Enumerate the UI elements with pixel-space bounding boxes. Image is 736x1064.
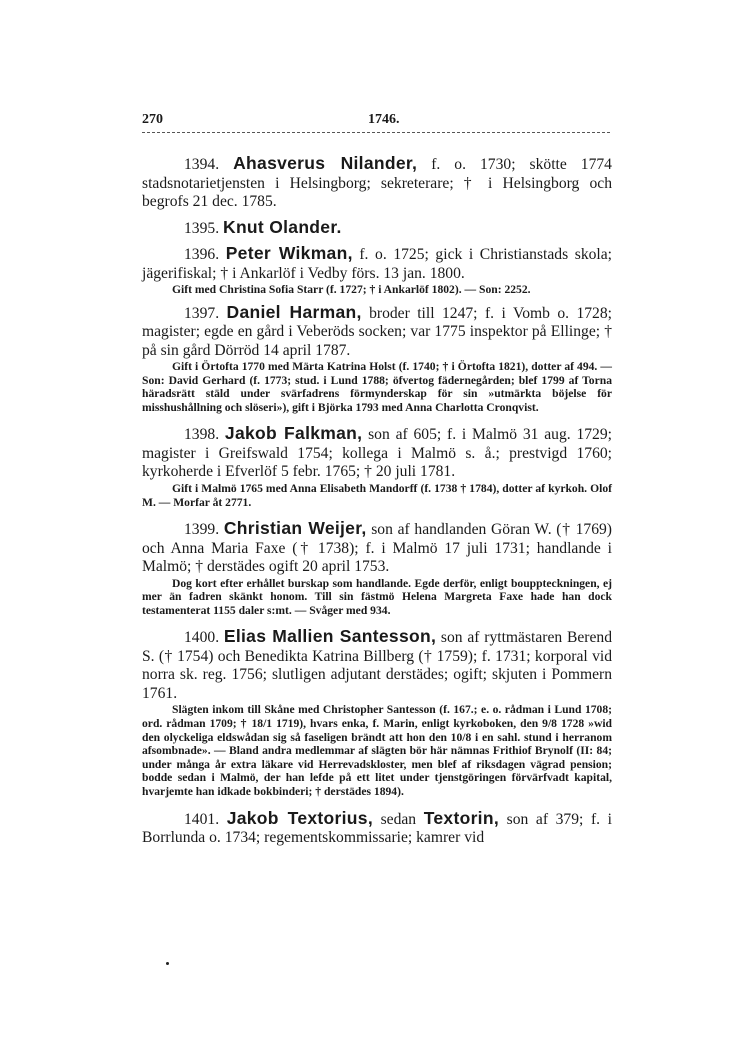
stray-mark (166, 962, 169, 965)
running-year: 1746. (368, 112, 400, 127)
entry-number: 1399. (184, 521, 220, 539)
header-rule (142, 132, 610, 133)
entry-1400 (142, 627, 612, 798)
entry-text: son af handlanden Göran W. († 1769) och Anna Maria Faxe († 1738); f. i Malmö 17 juli 1731; handlande i Malmö; † derstädes ogift 20 april 1753. (142, 521, 613, 576)
entry-number: 1394. (184, 156, 220, 173)
entry-name: Elias Mallien Santesson, (223, 626, 437, 647)
entry-text: f. o. 1730; skötte 1774 stadsnotarietjensten i Helsingborg; sekreterare; † i Helsingborg och begrofs 21 dec. 1785. (142, 156, 612, 210)
entry-1395 (142, 218, 612, 239)
entry-note: Gift med Christina Sofia Starr (f. 1727; † i Ankarlöf 1802). — Son: 2252. (172, 283, 531, 296)
entry-name: Ahasverus Nilander, (233, 153, 418, 173)
entry-name: Knut Olander. (223, 216, 342, 237)
entry-note: Gift i Malmö 1765 med Anna Elisabeth Mandorff (f. 1738 † 1784), dotter af kyrkoh. Olof M. — Morfar åt 2771. (142, 481, 612, 509)
entry-note: Slägten inkom till Skåne med Christopher Santesson (f. 167.; e. o. rådman i Lund 1708; ord. rådman 1709; † 18/1 1719), hvars enka, f. Marin, enligt kyrkoboken, den 9/8 1728 »wid den olyckeliga eldswådan sig så faseligen brändt att hon den 10/8 i en sahl. stund i herranom afsombnade». — Bland andra medlemmar af slägten bör här nämnas Frithiof Brynolf (II: 84; under många år extra läkare vid Herrevadskloster, men blef af riksdagen vägrad pension; bodde sedan i Malmö, der han lefde på ett litet under tjenstgöringen förvärfvadt kapital, hvarjemte han idkade bokbinderi; † derstädes 1894). (142, 703, 612, 798)
entry-1401 (142, 809, 612, 848)
entry-name: Daniel Harman, (226, 301, 362, 322)
entry-text: broder till 1247; f. i Vomb o. 1728; magister; egde en gård i Veberöds socken; var 1775 inspektor på Ellinge; † på sin gård Dörröd 14 april 1787. (142, 304, 612, 359)
entry-number: 1398. (184, 426, 220, 444)
entry-number: 1397. (184, 304, 220, 322)
entry-number: 1400. (184, 629, 220, 647)
entry-name: Jakob Textorius, (226, 807, 373, 828)
entry-name: Peter Wikman, (225, 243, 353, 263)
entry-1394 (142, 154, 612, 212)
page-number: 270 (142, 112, 163, 127)
entry-name: Jakob Falkman, (224, 423, 363, 444)
entry-text-pre: sedan (372, 810, 424, 828)
entry-note: Gift i Örtofta 1770 med Märta Katrina Holst (f. 1740; † i Örtofta 1821), dotter af 494. — Son: David Gerhard (f. 1773; stud. i Lund 1788; öfvertog fädernegården; blef 1799 af Torna häradsrätt stäld under svärfadrens förmynderskap för sin »utmärkta böjelse för misshushållning och slöseri»), gift i Björka 1793 med Anna Charlotta Cronqvist. (142, 360, 612, 414)
entry-name-alt: Textorin, (423, 807, 500, 828)
entry-1396 (142, 244, 612, 297)
entry-text: f. o. 1725; gick i Christianstads skola; jägerifiskal; † i Ankarlöf i Vedby förs. 13 jan. 1800. (142, 246, 613, 282)
entry-number: 1396. (184, 246, 220, 263)
entry-text: son af ryttmästaren Berend S. († 1754) och Benedikta Katrina Billberg († 1759); f. 1731; korporal vid norra sk. reg. 1756; slutligen adjutant derstädes; ogift; skjuten i Pommern 1761. (142, 629, 612, 702)
entry-text: son af 605; f. i Malmö 31 aug. 1729; magister i Greifswald 1754; kollega i Malmö s. å.; prestvigd 1760; kyrkoherde i Efverlöf 5 febr. 1765; † 20 juli 1781. (142, 426, 612, 481)
entry-name: Christian Weijer, (223, 518, 367, 539)
entry-note: Dog kort efter erhållet burskap som handlande. Egde derför, enligt bouppteckningen, ej mer än fadren skänkt honom. Till sin fästmö Helena Margreta Faxe hade han dock testamenterat 1155 daler s:mt. — Svåger med 934. (142, 576, 612, 617)
page-body (142, 154, 612, 848)
entry-1399 (142, 519, 612, 617)
entry-number: 1401. (184, 810, 220, 828)
entry-text: son af 379; f. i Borrlunda o. 1734; regementskommissarie; kamrer vid (142, 810, 612, 847)
entry-number: 1395. (184, 219, 220, 237)
entry-1398 (142, 424, 612, 509)
entry-1397 (142, 303, 612, 415)
